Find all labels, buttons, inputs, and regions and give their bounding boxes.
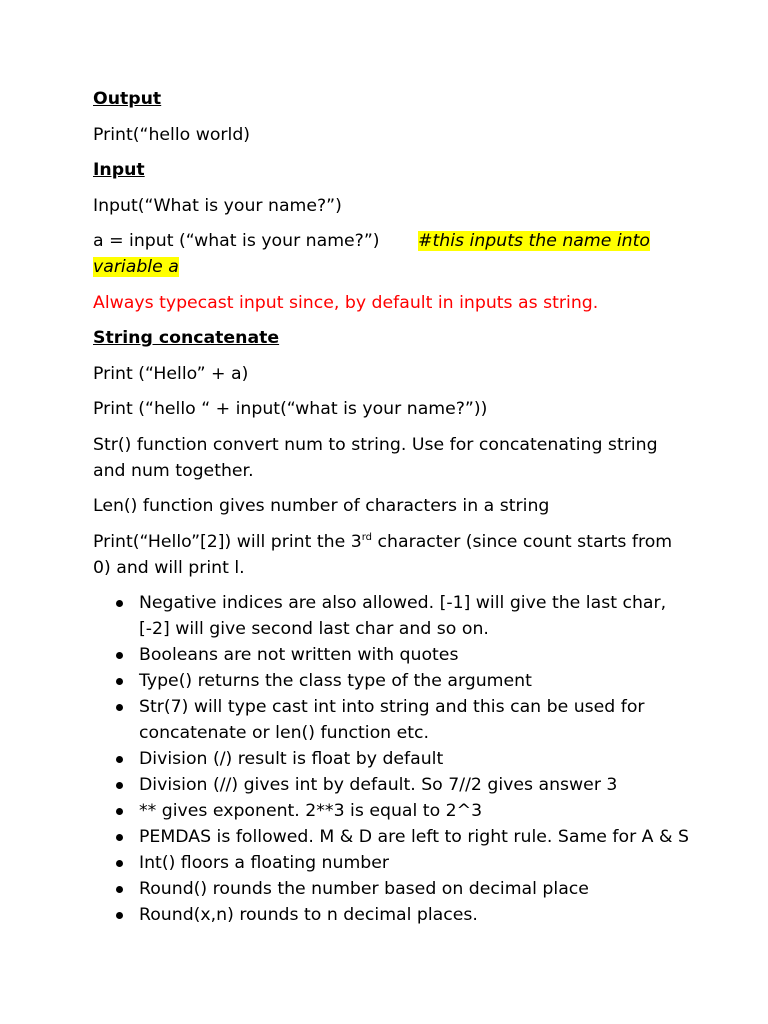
bullet-dot-icon [116,834,123,841]
input-question-line: Input(“What is your name?”) [93,195,342,216]
index-note-superscript: rd [361,531,373,543]
document-page [93,86,693,928]
bullet-dot-icon [116,860,123,867]
bullet-text: Type() returns the class type of the argument [139,671,532,691]
bullet-text: Division (/) result is float by default [139,749,444,769]
concat-example-2: Print (“hello “ + input(“what is your name?”)) [93,399,488,419]
index-note-text-cont: character (since count starts from 0) and will print l. [93,531,673,578]
bullet-item [93,902,693,928]
bullet-text: PEMDAS is followed. M & D are left to right rule. Same for A & S [139,827,689,847]
input-assign-comment: #this inputs the name into [418,231,650,251]
input-assign-line [93,228,693,280]
bullet-dot-icon [116,912,123,919]
bullet-dot-icon [116,678,123,685]
heading-input: Input [93,160,145,180]
bullet-text: ** gives exponent. 2**3 is equal to 2^3 [139,801,483,821]
concat-example-1: Print (“Hello” + a) [93,363,249,384]
bullet-item [93,694,693,746]
heading-output: Output [93,89,162,109]
bullet-text: Division (//) gives int by default. So 7//2 gives answer 3 [139,775,618,795]
bullet-text: Str(7) will type cast int into string and this can be used for concatenate or len() function etc. [139,697,645,743]
bullet-item [93,876,693,902]
bullet-dot-icon [116,704,123,711]
bullet-item [93,642,693,668]
index-note-text: Print(“Hello”[2]) will print the 3 [93,531,362,552]
str-function-note: Str() function convert num to string. Use for concatenating string and num together. [93,434,658,481]
bullet-dot-icon [116,808,123,815]
bullet-text: Negative indices are also allowed. [-1] will give the last char, [-2] will give second last char and so on. [139,593,667,639]
len-function-note: Len() function gives number of characters in a string [93,496,550,516]
bullet-list [93,590,693,928]
bullet-text: Booleans are not written with quotes [139,645,459,665]
bullet-text: Round(x,n) rounds to n decimal places. [139,905,478,925]
bullet-dot-icon [116,600,123,607]
bullet-item [93,824,693,850]
input-assign-code: a = input (“what is your name?”) [93,231,380,251]
bullet-text: Round() rounds the number based on decimal place [139,879,589,899]
bullet-item [93,590,693,642]
index-note [93,529,693,581]
bullet-item [93,850,693,876]
input-assign-comment-cont: variable a [93,257,179,277]
bullet-dot-icon [116,782,123,789]
bullet-dot-icon [116,886,123,893]
typecast-note: Always typecast input since, by default in inputs as string. [93,292,599,313]
bullet-item [93,798,693,824]
print-hello-line: Print(“hello world) [93,124,251,145]
bullet-item [93,668,693,694]
bullet-dot-icon [116,652,123,659]
bullet-item [93,746,693,772]
heading-string-concatenate: String concatenate [93,328,280,348]
bullet-item [93,772,693,798]
bullet-text: Int() floors a floating number [139,853,390,873]
bullet-dot-icon [116,756,123,763]
